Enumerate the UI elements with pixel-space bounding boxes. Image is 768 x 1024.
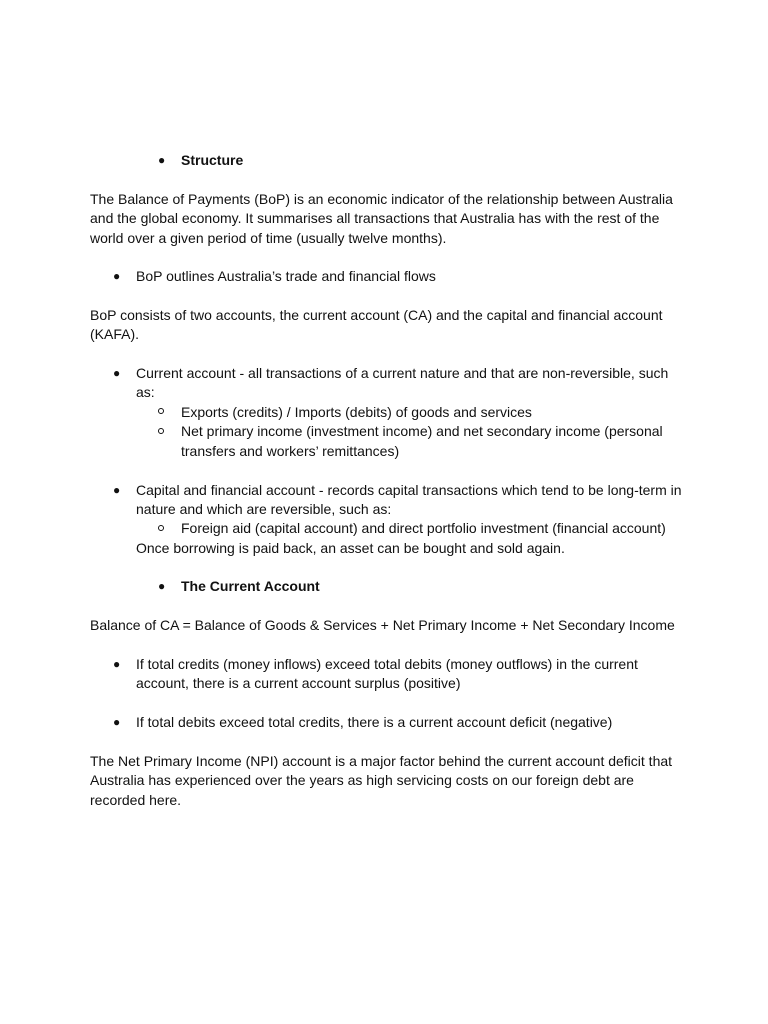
paragraph-line: and the global economy. It summarises all transactions that Australia has with the rest of the [90,210,660,226]
paragraph-line: The Balance of Payments (BoP) is an economic indicator of the relationship between Australia [90,191,673,207]
bullet-text-surplus: If total credits (money inflows) exceed total debits (money outflows) in the current [136,656,638,672]
paragraph-line: (KAFA). [90,326,140,342]
bullet-icon: ● [113,269,121,283]
sub-bullet-text-net-income: Net primary income (investment income) and net secondary income (personal [181,423,663,439]
paragraph-line: BoP consists of two accounts, the current account (CA) and the capital and financial account [90,307,663,323]
bullet-icon: ● [113,366,121,380]
bullet-text-current-account: as: [136,384,155,400]
bullet-icon: ● [113,483,121,497]
heading-bullet-icon: ● [158,153,166,167]
paragraph-line: world over a given period of time (usually twelve months). [90,230,447,246]
bullet-icon: ● [113,657,121,671]
heading-bullet-icon: ● [158,579,166,593]
sub-bullet-circle-icon [158,428,164,434]
section-heading-current-account: The Current Account [181,578,320,594]
bullet-text-deficit: If total debits exceed total credits, there is a current account deficit (negative) [136,714,613,730]
sub-bullet-circle-icon [158,525,164,531]
formula-balance-of-ca: Balance of CA = Balance of Goods & Services + Net Primary Income + Net Secondary Income [90,617,675,633]
bullet-text-capital-financial-account: Capital and financial account - records capital transactions which tend to be long-term in [136,482,682,498]
sub-bullet-text-exports-imports: Exports (credits) / Imports (debits) of goods and services [181,404,532,420]
paragraph-line: recorded here. [90,792,182,808]
paragraph-line: Australia has experienced over the years as high servicing costs on our foreign debt are [90,772,634,788]
bullet-text-current-account: Current account - all transactions of a current nature and that are non-reversible, such [136,365,669,381]
bullet-text-surplus: account, there is a current account surplus (positive) [136,675,461,691]
sub-bullet-text-foreign-aid: Foreign aid (capital account) and direct portfolio investment (financial account) [181,520,666,536]
bullet-icon: ● [113,715,121,729]
bullet-text-trade-flows: BoP outlines Australia’s trade and financial flows [136,268,436,284]
sub-bullet-circle-icon [158,408,164,414]
sub-bullet-text-net-income: transfers and workers’ remittances) [181,443,400,459]
section-heading-structure: Structure [181,152,244,168]
paragraph-line: The Net Primary Income (NPI) account is a major factor behind the current account deficit that [90,753,673,769]
note-borrowing: Once borrowing is paid back, an asset can be bought and sold again. [136,540,565,556]
bullet-text-capital-financial-account: nature and which are reversible, such as: [136,501,392,517]
